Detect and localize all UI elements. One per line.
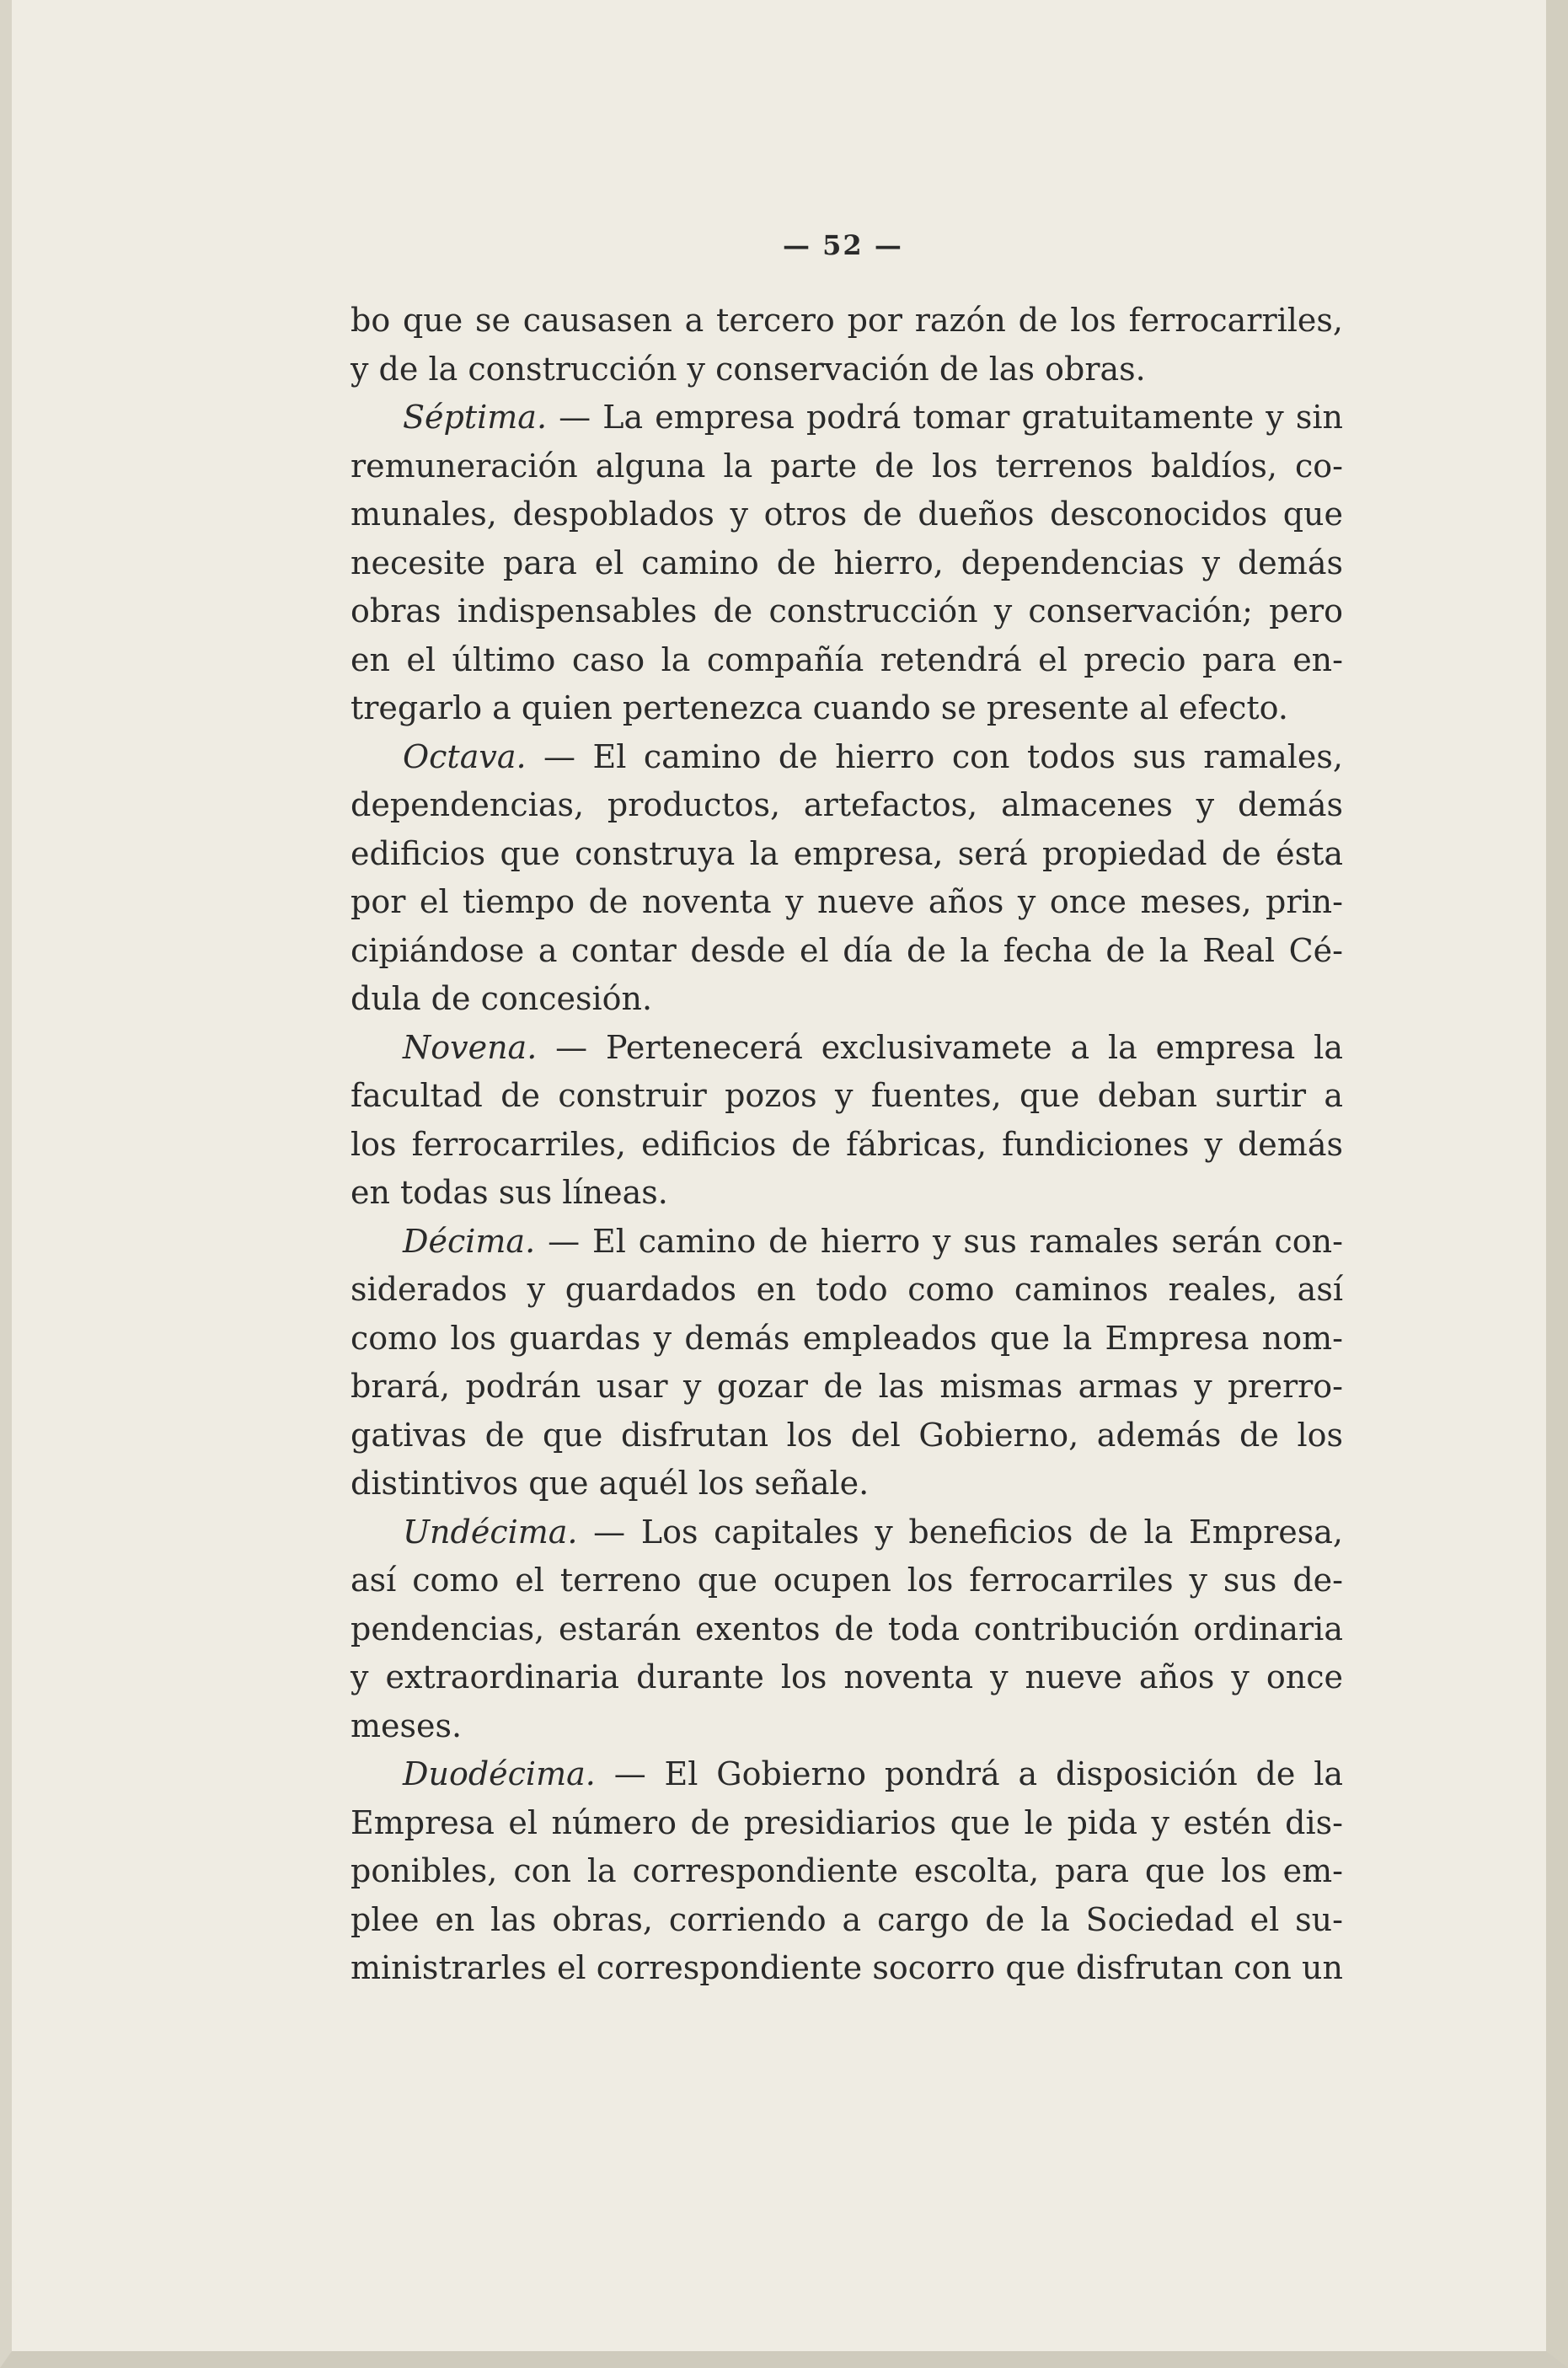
clause-heading: Duodécima. xyxy=(403,1755,596,1792)
text-line: facultad de construir pozos y fuentes, que deban surtir a xyxy=(351,1077,1343,1114)
text-line xyxy=(351,1508,1343,1557)
text-line: siderados y guardados en todo como caminos reales, así xyxy=(351,1271,1343,1308)
text-line xyxy=(351,733,1343,782)
text-line: dependencias, productos, artefactos, almacenes y demás xyxy=(351,786,1343,823)
clause-text: — La empresa podrá tomar gratuitamente y sin xyxy=(547,399,1343,436)
clause-text: — El Gobierno pondrá a disposición de la xyxy=(595,1755,1343,1792)
text-line xyxy=(351,1750,1343,1799)
text-line: obras indispensables de construcción y conservación; pero xyxy=(351,592,1343,630)
page-number: — 52 — xyxy=(783,229,903,261)
text-line: plee en las obras, corriendo a cargo de la Sociedad el su- xyxy=(351,1900,1343,1938)
body-text xyxy=(351,297,1343,1993)
text-line: y extraordinaria durante los noventa y nueve años y once xyxy=(351,1658,1343,1696)
clause-heading: Undécima. xyxy=(403,1513,578,1551)
clause-text: — Los capitales y beneficios de la Empresa, xyxy=(577,1513,1343,1551)
text-line: bo que se causasen a tercero por razón de los ferrocarriles, xyxy=(351,302,1343,339)
text-line: pendencias, estarán exentos de toda contribución ordinaria xyxy=(351,1610,1343,1647)
text-line: distintivos que aquél los señale. xyxy=(351,1465,870,1502)
text-line: por el tiempo de noventa y nueve años y once meses, prin- xyxy=(351,883,1343,920)
paragraph-duodecima xyxy=(351,1750,1343,1993)
clause-heading: Novena. xyxy=(403,1028,538,1066)
text-line: en todas sus líneas. xyxy=(351,1174,668,1211)
text-line: cipiándose a contar desde el día de la fecha de la Real Cé- xyxy=(351,931,1343,969)
text-line xyxy=(351,394,1343,442)
text-line: tregarlo a quien pertenezca cuando se presente al efecto. xyxy=(351,689,1288,726)
clause-text: — Pertenecerá exclusivamete a la empresa la xyxy=(537,1028,1343,1066)
text-line: ministrarles el correspondiente socorro que disfrutan con un xyxy=(351,1949,1343,1986)
paragraph-undecima xyxy=(351,1508,1343,1751)
text-line: dula de concesión. xyxy=(351,980,653,1017)
text-line xyxy=(351,1218,1343,1267)
clause-heading: Séptima. xyxy=(403,399,548,436)
clause-text: — El camino de hierro y sus ramales serán con- xyxy=(535,1222,1343,1260)
paragraph-novena xyxy=(351,1024,1343,1218)
text-line: Empresa el número de presidiarios que le pida y estén dis- xyxy=(351,1803,1343,1841)
clause-heading: Décima. xyxy=(403,1222,536,1260)
text-line: gativas de que disfrutan los del Gobierno, además de los xyxy=(351,1416,1343,1454)
text-line xyxy=(351,1024,1343,1073)
text-line: necesite para el camino de hierro, dependencias y demás xyxy=(351,544,1343,581)
text-line: edificios que construya la empresa, será propiedad de ésta xyxy=(351,834,1343,872)
text-line: en el último caso la compañía retendrá el precio para en- xyxy=(351,640,1343,678)
text-line: así como el terreno que ocupen los ferrocarriles y sus de- xyxy=(351,1562,1343,1599)
paragraph-decima xyxy=(351,1218,1343,1508)
text-line: los ferrocarriles, edificios de fábricas, fundiciones y demás xyxy=(351,1125,1343,1163)
text-line: munales, despoblados y otros de dueños desconocidos que xyxy=(351,496,1343,533)
text-line: remuneración alguna la parte de los terrenos baldíos, co- xyxy=(351,447,1343,485)
clause-heading: Octava. xyxy=(403,737,527,775)
paragraph-septima xyxy=(351,394,1343,733)
clause-text: — El camino de hierro con todos sus ramales, xyxy=(526,737,1343,775)
paragraph-octava xyxy=(351,733,1343,1024)
text-line: ponibles, con la correspondiente escolta, para que los em- xyxy=(351,1852,1343,1889)
text-line: brará, podrán usar y gozar de las mismas armas y prerro- xyxy=(351,1368,1343,1405)
text-line: como los guardas y demás empleados que la Empresa nom- xyxy=(351,1319,1343,1357)
text-line: meses. xyxy=(351,1706,463,1744)
text-line: y de la construcción y conservación de las obras. xyxy=(351,350,1146,388)
paragraph-continuation xyxy=(351,297,1343,394)
